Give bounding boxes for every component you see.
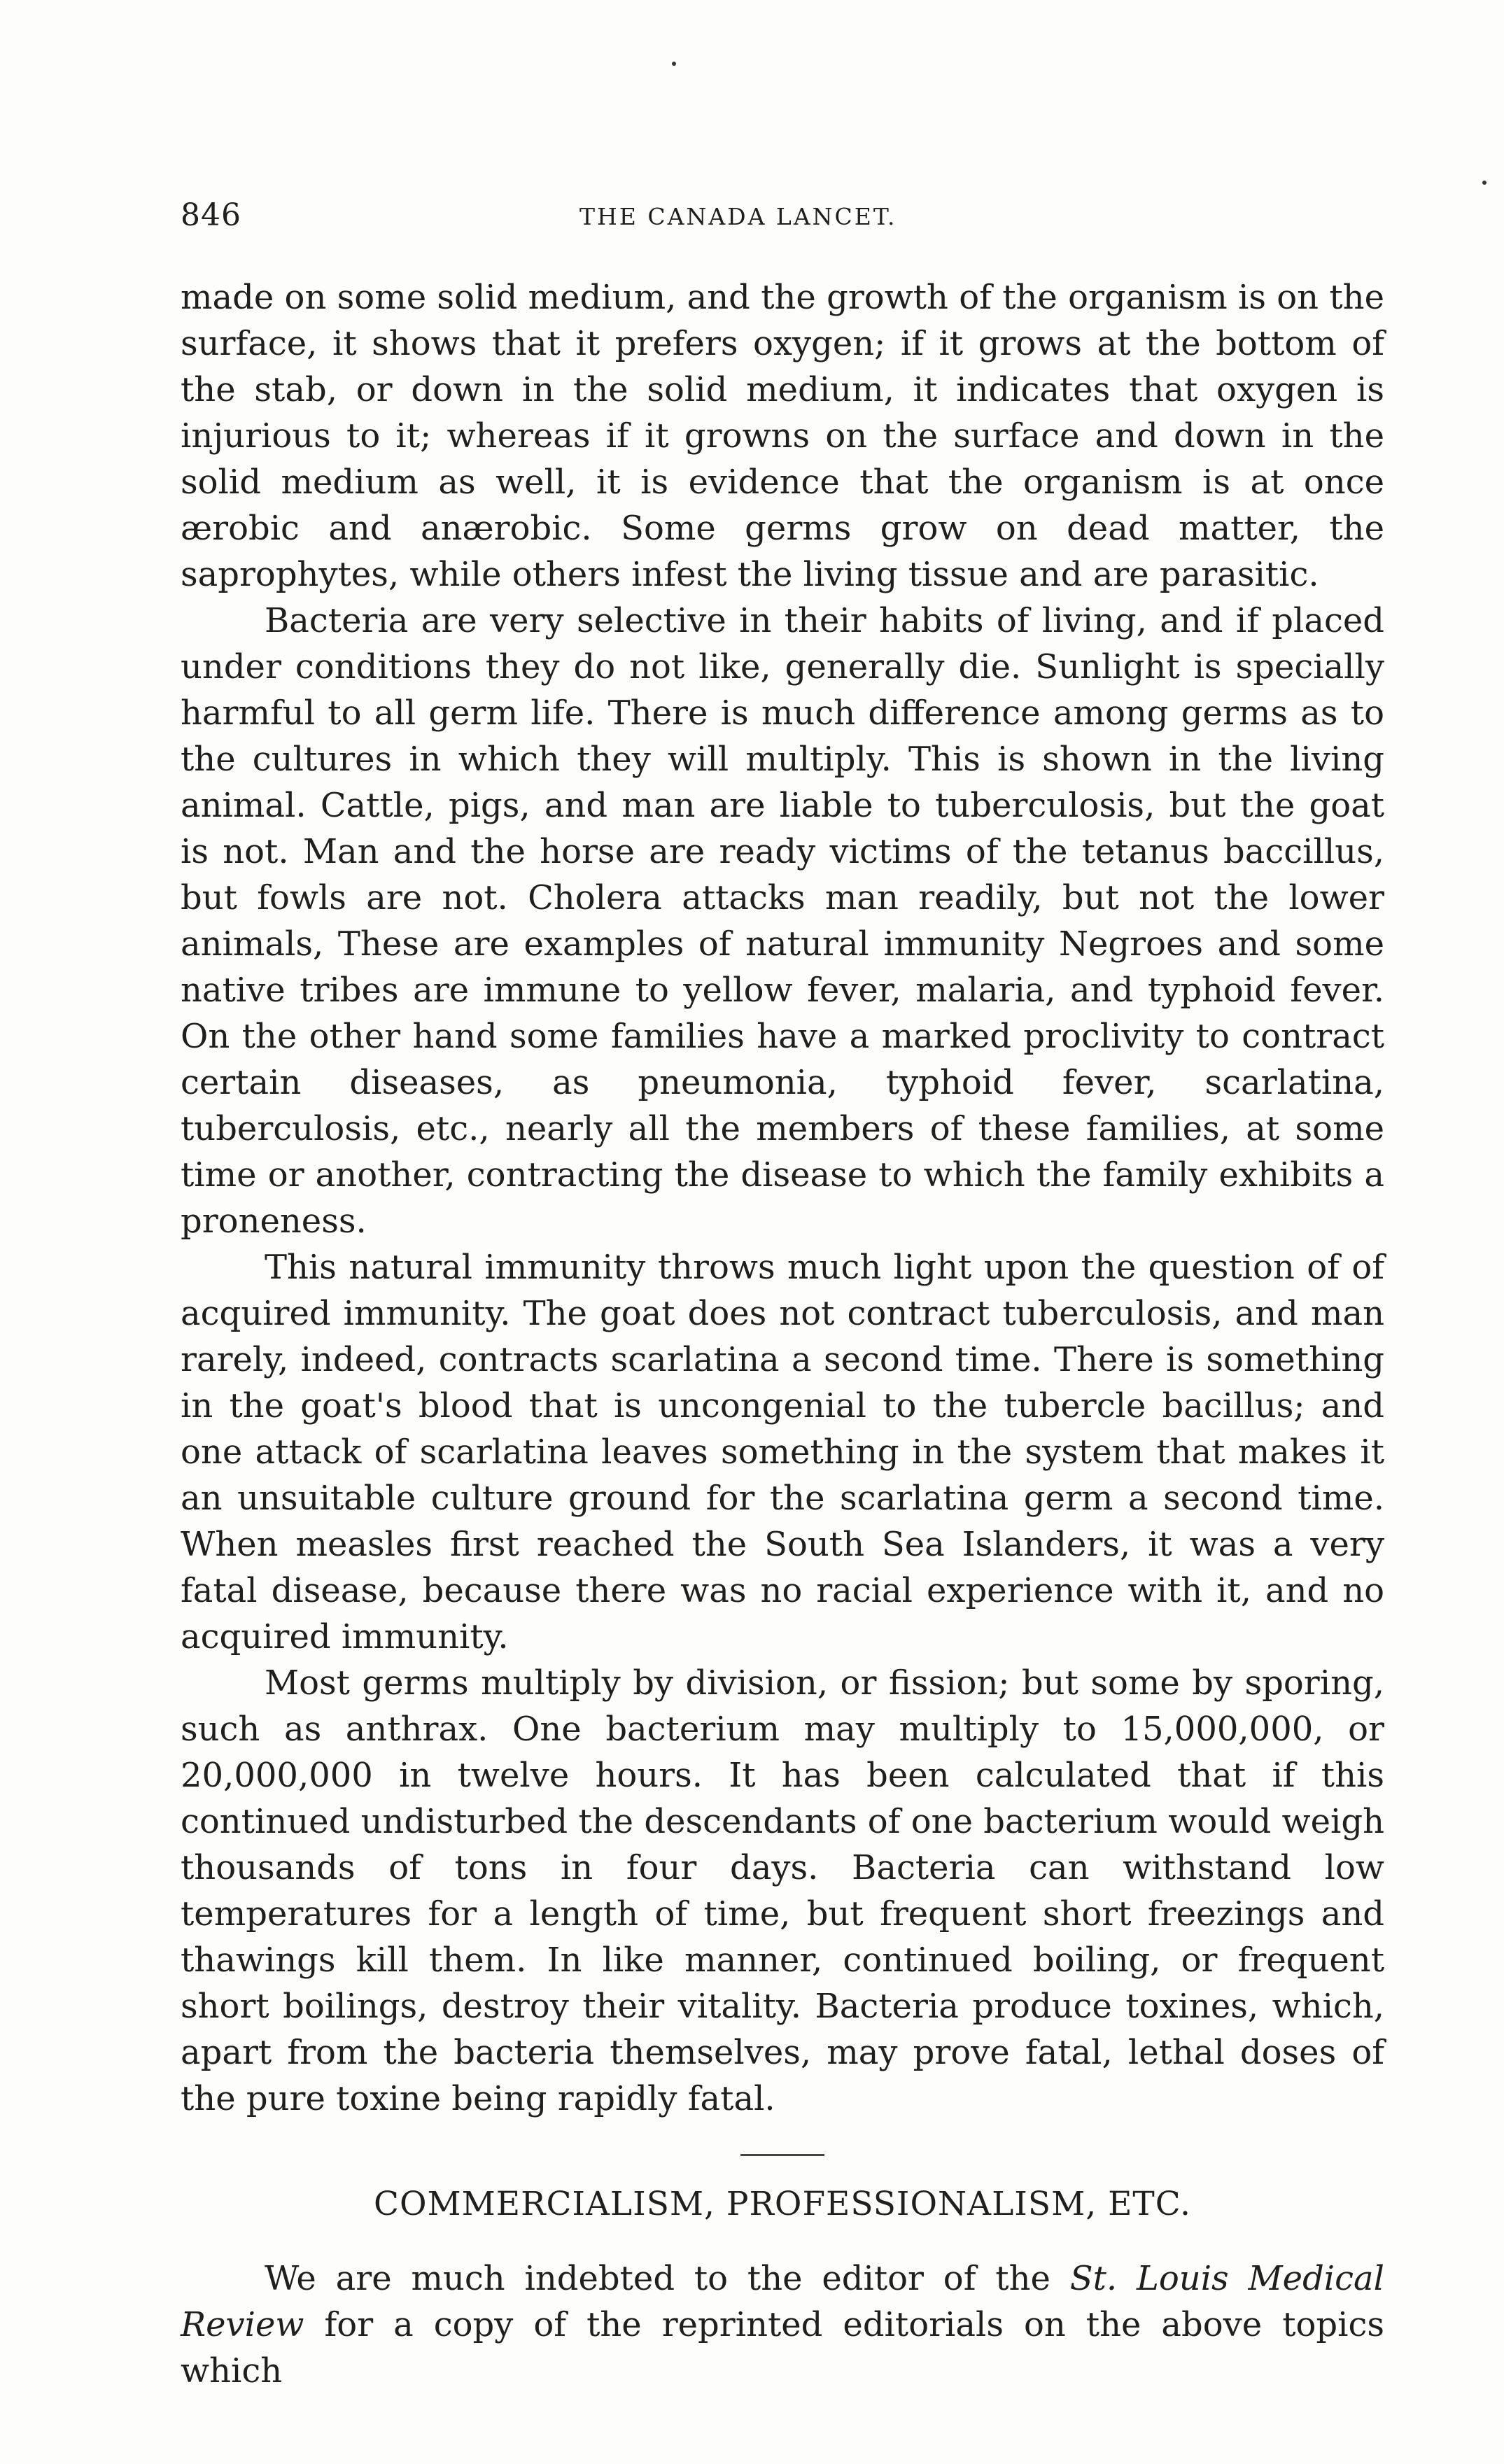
intro-text: We are much indebted to the editor of the — [265, 2259, 1070, 2298]
paragraph: Bacteria are very selective in their habits of living, and if placed under conditions they do not like, generally die. Sunlight is specially harmful to all germ life. There is much difference among germs as to the cultures in which they will multiply. This is shown in the living animal. Cattle, pigs, and man are liable to tuberculosis, but the goat is not. Man and the horse are ready victims of the tetanus baccillus, but fowls are not. Cholera attacks man readily, but not the lower animals, These are examples of natural immunity Negroes and some native tribes are immune to yellow fever, malaria, and typhoid fever. On the other hand some families have a marked proclivity to contract certain diseases, as pneumonia, typhoid fever, scarlatina, tuberculosis, etc., nearly all the members of these families, at some time or another, contracting the disease to which the family exhibits a proneness. — [181, 601, 1384, 1241]
page-header — [181, 197, 1398, 246]
section-intro-paragraph — [181, 2255, 1384, 2394]
paragraph: made on some solid medium, and the growth of the organism is on the surface, it shows that it prefers oxygen; if it grows at the bottom of the stab, or down in the solid medium, it indicates that oxygen is injurious to it; whereas if it growns on the surface and down in the solid medium as well, it is evidence that the organism is at once ærobic and anærobic. Some germs grow on dead matter, the saprophytes, while others infest the living tissue and are parasitic. — [181, 278, 1384, 594]
paragraph: This natural immunity throws much light upon the question of of acquired immunity. The goat does not contract tuberculosis, and man rarely, indeed, contracts scarlatina a second time. There is something in the goat's blood that is uncongenial to the tubercle bacillus; and one attack of scarlatina leaves something in the system that makes it an unsuitable culture ground for the scarlatina germ a second time. When measles first reached the South Sea Islanders, it was a very fatal disease, because there was no racial experience with it, and no acquired immunity. — [181, 1248, 1384, 1656]
page-number: 846 — [181, 197, 241, 233]
intro-text-continued: for a copy of the reprinted editorials on the above topics which — [181, 2305, 1384, 2391]
ink-speck — [1482, 181, 1487, 185]
journal-name: St. Louis Medical Review — [181, 2259, 1384, 2344]
section-heading: COMMERCIALISM, PROFESSIONALISM, ETC. — [374, 2185, 1191, 2223]
paragraph: Most germs multiply by division, or fission; but some by sporing, such as anthrax. One bacterium may multiply to 15,000,000, or 20,000,000 in twelve hours. It has been calculated that if this continued undisturbed the descendants of one bacterium would weigh thousands of tons in four days. Bacteria can withstand low temperatures for a length of time, but frequent short freezings and thawings kill them. In like manner, continued boiling, or frequent short boilings, destroy their vitality. Bacteria produce toxines, which, apart from the bacteria themselves, may prove fatal, lethal doses of the pure toxine being rapidly fatal. — [181, 1663, 1384, 2118]
section-divider — [740, 2154, 824, 2156]
running-title: THE CANADA LANCET. — [579, 203, 897, 230]
text-column — [181, 274, 1384, 2394]
ink-speck — [672, 62, 676, 66]
